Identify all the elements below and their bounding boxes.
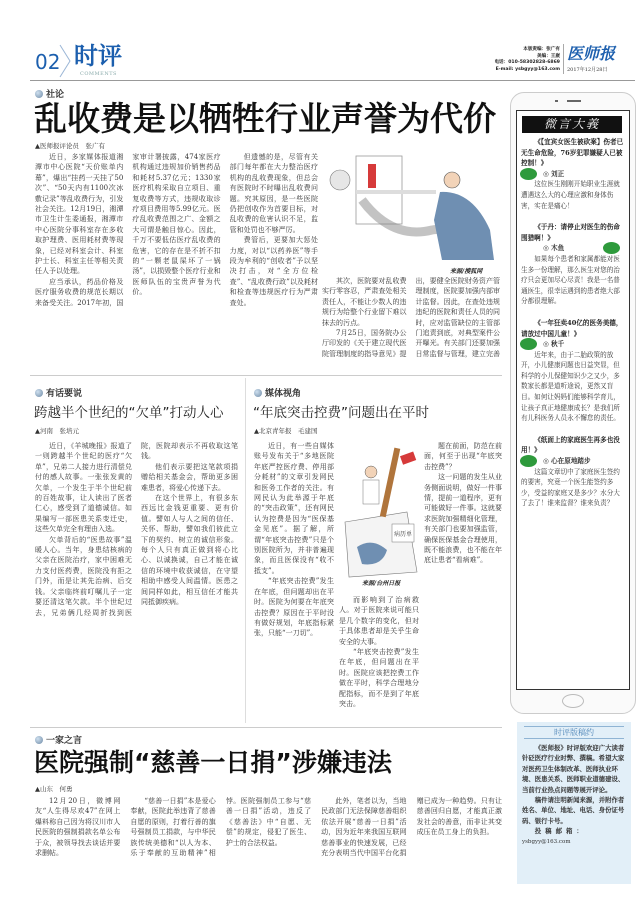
wechat-icon [520, 168, 537, 180]
tag-label: 媒体视角 [265, 389, 302, 399]
editorial-cartoon [322, 150, 502, 265]
article-tag [254, 386, 301, 399]
paragraph: 费管后，更要加大惩处力度，对以“以药养医”等手段为牟利的“创收者”予以坚决打击，对“全方位检查”、“乱收费行政”以及耗材和检查等违规医疗行为严肃查处。 [229, 236, 318, 307]
comment-text: 这位医生刚刚开始职业生涯就遭遇这么大的心理应激和身体伤害，实在是痛心！ [521, 180, 620, 210]
email-link[interactable]: ysbgyy@163.com [522, 838, 571, 845]
article-body [35, 796, 502, 910]
notice-title: 时评版稿约 [524, 726, 624, 739]
editorial-headline[interactable]: 乱收费是以牺牲行业声誉为代价 [34, 100, 496, 138]
comment-item [521, 318, 625, 424]
bullet-icon [35, 389, 43, 397]
paragraph: “年底突击控费”发生在年底，但问题却出在平时。医院为何要在年底突击控费？原因在于平时没有做好规划，年底指标紧张，只能“一刀切”。 [254, 577, 334, 638]
editorial-body [35, 152, 318, 364]
email-label: 投稿邮箱： [534, 827, 587, 836]
comment-title[interactable]: 《一年狂卖40亿的医务美德，请放过中国儿童！》 [521, 318, 623, 338]
image-credit: 来源/台州日报 [362, 580, 401, 587]
article-headline[interactable]: “年底突击控费”问题出在平时 [253, 405, 429, 421]
notice-text: 《医师报》时评版欢迎广大读者针砭医疗行业时弊、撰稿。希望大家对医药卫生体制改革、医师执业环境、医患关系、医师职业道德建设、当前行业热点问题等展开评论。 [522, 744, 625, 794]
comment-author: ◎ 心在原地踏步 [543, 457, 591, 466]
paragraph: 近日，《羊城晚报》报道了一则跨越半个世纪的医疗“欠单”，兄弟二人接力进行清偿兑付的感人故事。一张张发黄的欠单，一个发生于半个世纪前的百姓故事，让人读出了医者仁心，感受到了道德诚信。如果编写一部医患关系变迁史，这些欠单完全有理由入选。 [35, 442, 132, 534]
comment-author: ◎ 木鱼 [543, 244, 565, 253]
article-illustration [337, 442, 421, 578]
weibo-comments [521, 137, 625, 509]
article-tag [35, 733, 82, 746]
editorial-byline: ▲医师报评论员 张广有 [35, 142, 105, 150]
paragraph: 12月20日，微博网友“人生得尽欢47”在网上爆料称自己因为将汉川市人民医院的强制捐款名单公布于众，被领导找去谈话并要求删帖。 [35, 797, 121, 858]
phone-text: 电话：010-58302828-6869 [494, 60, 560, 65]
article-body [254, 441, 334, 723]
paragraph: 欠单背后的“医患故事”温暖人心。当年，身患结核病的父亲在医院治疗，家中困难无力支付医药费，医院没有拒之门外，而是让其先治病、后交钱。父亲临终前叮嘱儿子一定要还清这笔欠款。半个世纪过去，兄弟俩几经周折找到医院，医院却表示不再收取这笔钱。 [35, 442, 238, 617]
editorial-body-continued [322, 276, 500, 364]
wechat-icon [520, 455, 537, 467]
comment-text: 如果每个患者和家属都能对医生多一份理解，那么医生对您的治疗只会更加尽心尽责！我是一名普通医生，很幸运遇到的患者绝大部分都很理解。 [521, 254, 620, 306]
article-headline[interactable]: 医院强制“慈善一日捐”涉嫌违法 [34, 748, 392, 777]
article-body [35, 441, 238, 723]
article-headline[interactable]: 跨越半个世纪的“欠单”打动人心 [34, 405, 224, 421]
paragraph: 题在前面，防范在前面，何至于出现“年底突击控费”？ [424, 442, 502, 471]
tag-label: 有话要说 [46, 389, 83, 399]
paragraph: “慈善一日捐”本是爱心奉献，医院此举违背了慈善自愿的原则，打着行善的旗号强制员工捐款，与中华民族传统美德和“以人为本、乐于奉献的互助精神”相悖。医院强制员工参与“慈善一日捐”活动，违反了《慈善法》中“自愿、无偿”的规定，侵犯了医生、护士的合法权益。 [130, 797, 312, 858]
section-subtitle: COMMENTS [80, 71, 117, 77]
bullet-icon [35, 736, 43, 744]
comment-item [521, 435, 625, 509]
bullet-icon [35, 90, 43, 98]
comment-title[interactable]: 《纸面上的家庭医生再多也没用！》 [521, 435, 620, 455]
editor-text: 本版责编：张广有 [523, 47, 560, 52]
page-number: 02 [35, 50, 61, 74]
wechat-icon [520, 338, 537, 350]
paragraph: 在这个世界上，有很多东西远比金钱更重要、更有价值。譬如人与人之间的信任、关怀、帮助，譬如我们彼此立下的契约、树立的诚信形象。每个人只有真正做到将心比心、以诚换诚，自己才能在诚信的环境中收获诚信，在守望相助中感受人间温情。医患之间同样如此，相互信任才能共同抵御疾病。 [141, 494, 238, 607]
paragraph: 这一问题的发生从业务侧面说明，做好一件事情，提前一道程序，更有可能做好一件事。这就要求医院加强精细化管理，有关部门也要加强监管，确保医保基金合理使用，既不能浪费，也不能在年底让患者“看病难”。 [424, 473, 502, 565]
paragraph: 7月25日，国务院办公厅印发的《关于建立现代医院管理制度的指导意见》提出，要健全医院财务资产管理制度，医院要加强内部审计监督。因此，在查处违规违纪的医院和责任人员的同时，应对监管缺位的主管部门追责到底，对典型案件公开曝光。有关部门还要加强日常监督与管理，建立完善 [322, 277, 500, 358]
paragraph: 但遗憾的是，尽管有关部门每年都在大力整治医疗机构的乱收费现象，但总会有医院时不时曝出乱收费问题。究其原因，是一些医院仍把创收作为首要目标，对乱收费的危害认识不足，监管和处罚也不够严厉。 [229, 153, 318, 234]
column-label: 微言大義 [522, 116, 622, 133]
masthead-info [468, 47, 560, 73]
paragraph: 而影响到了治病救人。对于医院来说可能只是几个数字的变化，但对于具体患者却是关乎生命安全的大事。 [339, 596, 419, 646]
paragraph: “年底突击控费”发生在年底，但问题出在平时。医院应该把控费工作做在平时，科学合理地分配指标，而不是到了年底突击。 [339, 648, 419, 709]
article-body-continued [339, 595, 419, 723]
comment-author: ◎ 秋千 [543, 340, 565, 349]
comment-author: ◎ 刘正 [543, 169, 565, 178]
cartoon-credit: 来源/搜狐网 [450, 268, 483, 275]
designer-text: 美编：王崴 [537, 53, 560, 59]
paragraph: 此外，笔者以为，当地民政部门无法保障慈善组织依法开展“慈善一日捐”活动，因为近年来我国互联网慈善事业的快速发展，已经充分表明当代中国平台化捐赠已成为一种趋势。只有让慈善回归自愿，才能真正激发社会的善意，而非让其变成压在员工身上的负担。 [321, 797, 502, 858]
article-body-continued [424, 441, 502, 723]
bullet-icon [254, 389, 262, 397]
notice-text: 稿件请注明新闻来源，并附作者姓名、单位、地址、电话、身份证号码、银行卡号。 [522, 796, 625, 825]
article-tag [35, 386, 82, 399]
tag-label: 一家之言 [46, 736, 83, 746]
section-title: 时评 [74, 42, 122, 70]
submission-notice [517, 722, 631, 884]
comment-text: 近年来，由于二胎政策的放开，小儿健康问题也日益突显，但科学的小儿保健知识少之又少，多数家长都是道听途说，更然又盲目。如何让妈妈们能够科学育儿，让孩子真正地健康成长？是我们所有儿科医务人员永不懈怠的责任。 [521, 350, 620, 423]
tag-label: 社论 [46, 90, 65, 100]
article-byline: ▲山东 何勇 [35, 785, 73, 793]
comment-title[interactable]: 《【宜宾女医生被砍案】伤者已无生命危险，76岁犯罪嫌疑人已被控制！》 [521, 138, 624, 168]
paragraph: 应当承认，药品价格及医疗服务收费的规范长期以来备受关注。2017年初，国家审计署披露，474家医疗机构通过违规加价销售药品和耗材5.37亿元；1330家医疗机构采取自立项目、重复收费等方式，违规收取诊疗项目费用等5.99亿元。医疗乱收费范围之广、金额之大可谓是触目惊心。因此，千万不要低估医疗乱收费的危害，它的存在是不折不扣的“一颗老鼠屎坏了一锅汤”，以损毁整个医疗行业和医师队伍的宝贵声誉为代价。 [35, 153, 221, 307]
editorial-tag [35, 87, 64, 100]
issue-date: 2017年12月28日 [567, 67, 608, 73]
paragraph: 其次，医院要对乱收费实行零容忍，严肃查处相关责任人，不能让少数人的违规行为给整个行业留下难以抹去的污点。 [322, 277, 407, 327]
paper-logo: 医师报 [567, 44, 616, 63]
comment-title[interactable]: 《于丹：请停止对医生的伤命围猎啊！》 [521, 223, 620, 242]
article-byline: ▲北京青年报 毛建国 [254, 427, 318, 435]
comment-text: 这篇文章切中了家庭医生签约的要害，究竟一个医生能签约多少，受益的家庭又是多少？水分大了去了！谁来监督？谁来负责？ [521, 467, 620, 508]
article-byline: ▲河南 张培元 [35, 427, 79, 435]
chevron-icon [58, 44, 72, 78]
image-label: 病历单 [394, 531, 413, 538]
paragraph: 他们表示要把这笔款项捐赠给相关基金会，帮助更多困难患者，将爱心传递下去。 [141, 462, 238, 492]
paragraph: 近日，有一些自媒体账号发布关于“多地医院年底严控医疗费、停用部分耗材”的文章引发网民和医务工作者的关注。有网民认为此举源于年底的“突击政策”，还有网民认为控费是因为“医保基金见底”。据了解，所谓“年底突击控费”只是个别医院所为，并非普遍现象，而且医保没有“收不抵支”。 [254, 442, 334, 575]
home-button [562, 694, 584, 708]
comment-item [521, 222, 625, 307]
comment-item [521, 137, 625, 211]
email-text: E-mail: ysbgyy@163.com [495, 66, 560, 72]
wechat-icon [603, 242, 620, 254]
paragraph: 近日，多家媒体报道湘潭市中心医院“天价账单内幕”，爆出“挂药一天挂了50次”、“50天内有1100次冰敷记录”等乱收费行为，引发社会关注。12月19日，湘潭市卫生计生委通报，湘潭市中心医院分事科室存在多收取护理费、医用耗材费等现象，已经对科室会计、科室护士长、科室主任等相关责任人予以处理。 [35, 153, 124, 276]
